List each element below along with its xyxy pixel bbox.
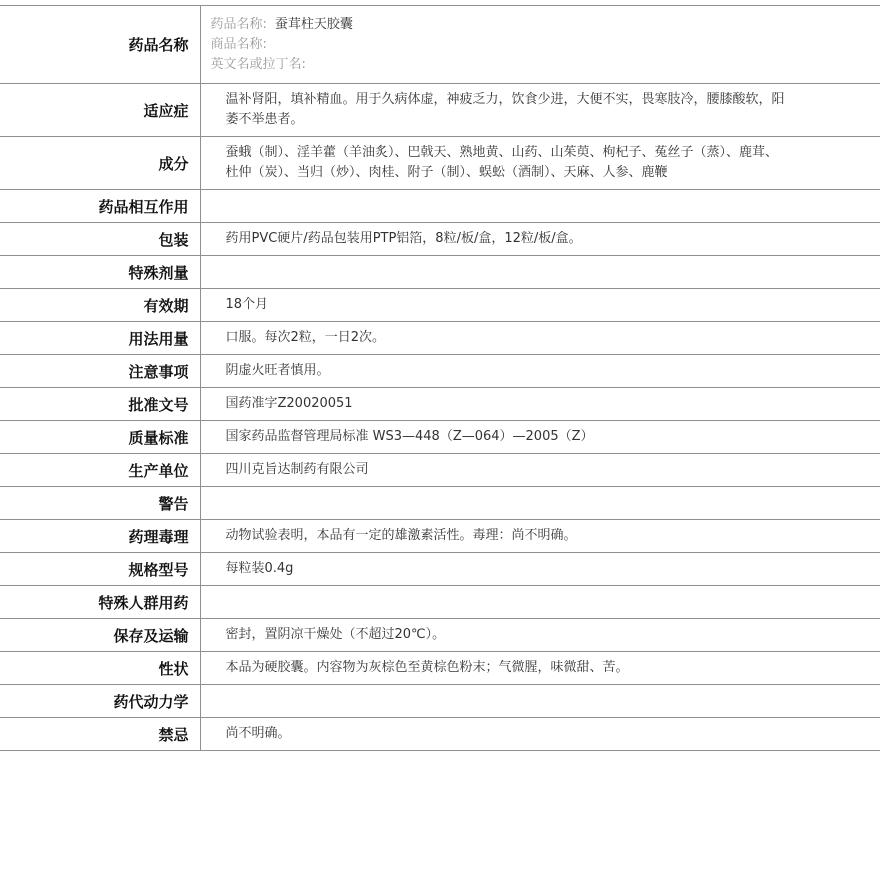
drug-name-key: 药品名称: (210, 16, 267, 32)
row-label: 警告 (0, 487, 200, 520)
spec-row-special-populations (0, 586, 880, 619)
row-label: 规格型号 (0, 553, 200, 586)
row-value: 蚕蛾（制）、淫羊藿（羊油炙）、巴戟天、熟地黄、山药、山茱萸、枸杞子、菟丝子（蒸）、鹿茸、杜仲（炭）、当归（炒）、肉桂、附子（制）、蜈蚣（酒制）、天麻、人参、鹿鞭 (200, 137, 880, 190)
row-value: 四川克旨达制药有限公司 (200, 454, 880, 487)
trade-name-line (211, 35, 791, 55)
spec-row-quality-standard (0, 421, 880, 454)
row-label: 适应症 (0, 84, 200, 137)
spec-row-specification (0, 553, 880, 586)
row-value (200, 487, 880, 520)
row-label: 成分 (0, 137, 200, 190)
spec-row-shelf-life (0, 289, 880, 322)
spec-row-special-dosage (0, 256, 880, 289)
row-value (200, 586, 880, 619)
spec-row-indications (0, 84, 880, 137)
row-value: 温补肾阳，填补精血。用于久病体虚，神疲乏力，饮食少进，大便不实，畏寒肢冷，腰膝酸软，阳萎不举患者。 (200, 84, 880, 137)
drug-spec-table (0, 5, 880, 751)
row-label: 特殊人群用药 (0, 586, 200, 619)
spec-row-interactions (0, 190, 880, 223)
drug-name-line (211, 15, 791, 35)
row-label: 有效期 (0, 289, 200, 322)
spec-row-pharmacokinetics (0, 685, 880, 718)
row-label: 禁忌 (0, 718, 200, 751)
row-value: 密封，置阴凉干燥处（不超过20℃）。 (200, 619, 880, 652)
english-name-line (211, 55, 791, 75)
spec-row-manufacturer (0, 454, 880, 487)
row-label: 批准文号 (0, 388, 200, 421)
row-value: 18个月 (200, 289, 880, 322)
row-value: 药用PVC硬片/药品包装用PTP铝箔，8粒/板/盒，12粒/板/盒。 (200, 223, 880, 256)
row-label: 性状 (0, 652, 200, 685)
drug-name-value: 蚕茸柱天胶囊 (274, 16, 353, 32)
row-value: 每粒装0.4g (200, 553, 880, 586)
spec-row-ingredients (0, 137, 880, 190)
row-label: 包装 (0, 223, 200, 256)
spec-row-usage (0, 322, 880, 355)
row-label: 生产单位 (0, 454, 200, 487)
row-value: 口服。每次2粒，一日2次。 (200, 322, 880, 355)
row-value: 动物试验表明，本品有一定的雄激素活性。毒理：尚不明确。 (200, 520, 880, 553)
spec-row-storage (0, 619, 880, 652)
row-value: 国药准字Z20020051 (200, 388, 880, 421)
row-value: 阴虚火旺者慎用。 (200, 355, 880, 388)
row-label: 药代动力学 (0, 685, 200, 718)
spec-row-pharmacology (0, 520, 880, 553)
english-name-key: 英文名或拉丁名: (210, 56, 306, 72)
spec-row-names (0, 6, 880, 84)
row-value: 尚不明确。 (200, 718, 880, 751)
row-label: 质量标准 (0, 421, 200, 454)
spec-row-warning (0, 487, 880, 520)
names-cell (200, 6, 880, 84)
spec-row-approval-number (0, 388, 880, 421)
row-label: 注意事项 (0, 355, 200, 388)
row-value (200, 190, 880, 223)
row-label: 保存及运输 (0, 619, 200, 652)
trade-name-key: 商品名称: (210, 36, 267, 52)
row-value (200, 256, 880, 289)
spec-row-description (0, 652, 880, 685)
row-value: 国家药品监督管理局标准 WS3—448（Z—064）—2005（Z） (200, 421, 880, 454)
spec-row-precautions (0, 355, 880, 388)
row-value: 本品为硬胶囊。内容物为灰棕色至黄棕色粉末；气微腥，味微甜、苦。 (200, 652, 880, 685)
row-label: 药品相互作用 (0, 190, 200, 223)
row-label: 特殊剂量 (0, 256, 200, 289)
row-label: 药理毒理 (0, 520, 200, 553)
row-label: 药品名称 (0, 6, 200, 84)
spec-row-contraindications (0, 718, 880, 751)
row-value (200, 685, 880, 718)
row-label: 用法用量 (0, 322, 200, 355)
spec-row-packaging (0, 223, 880, 256)
